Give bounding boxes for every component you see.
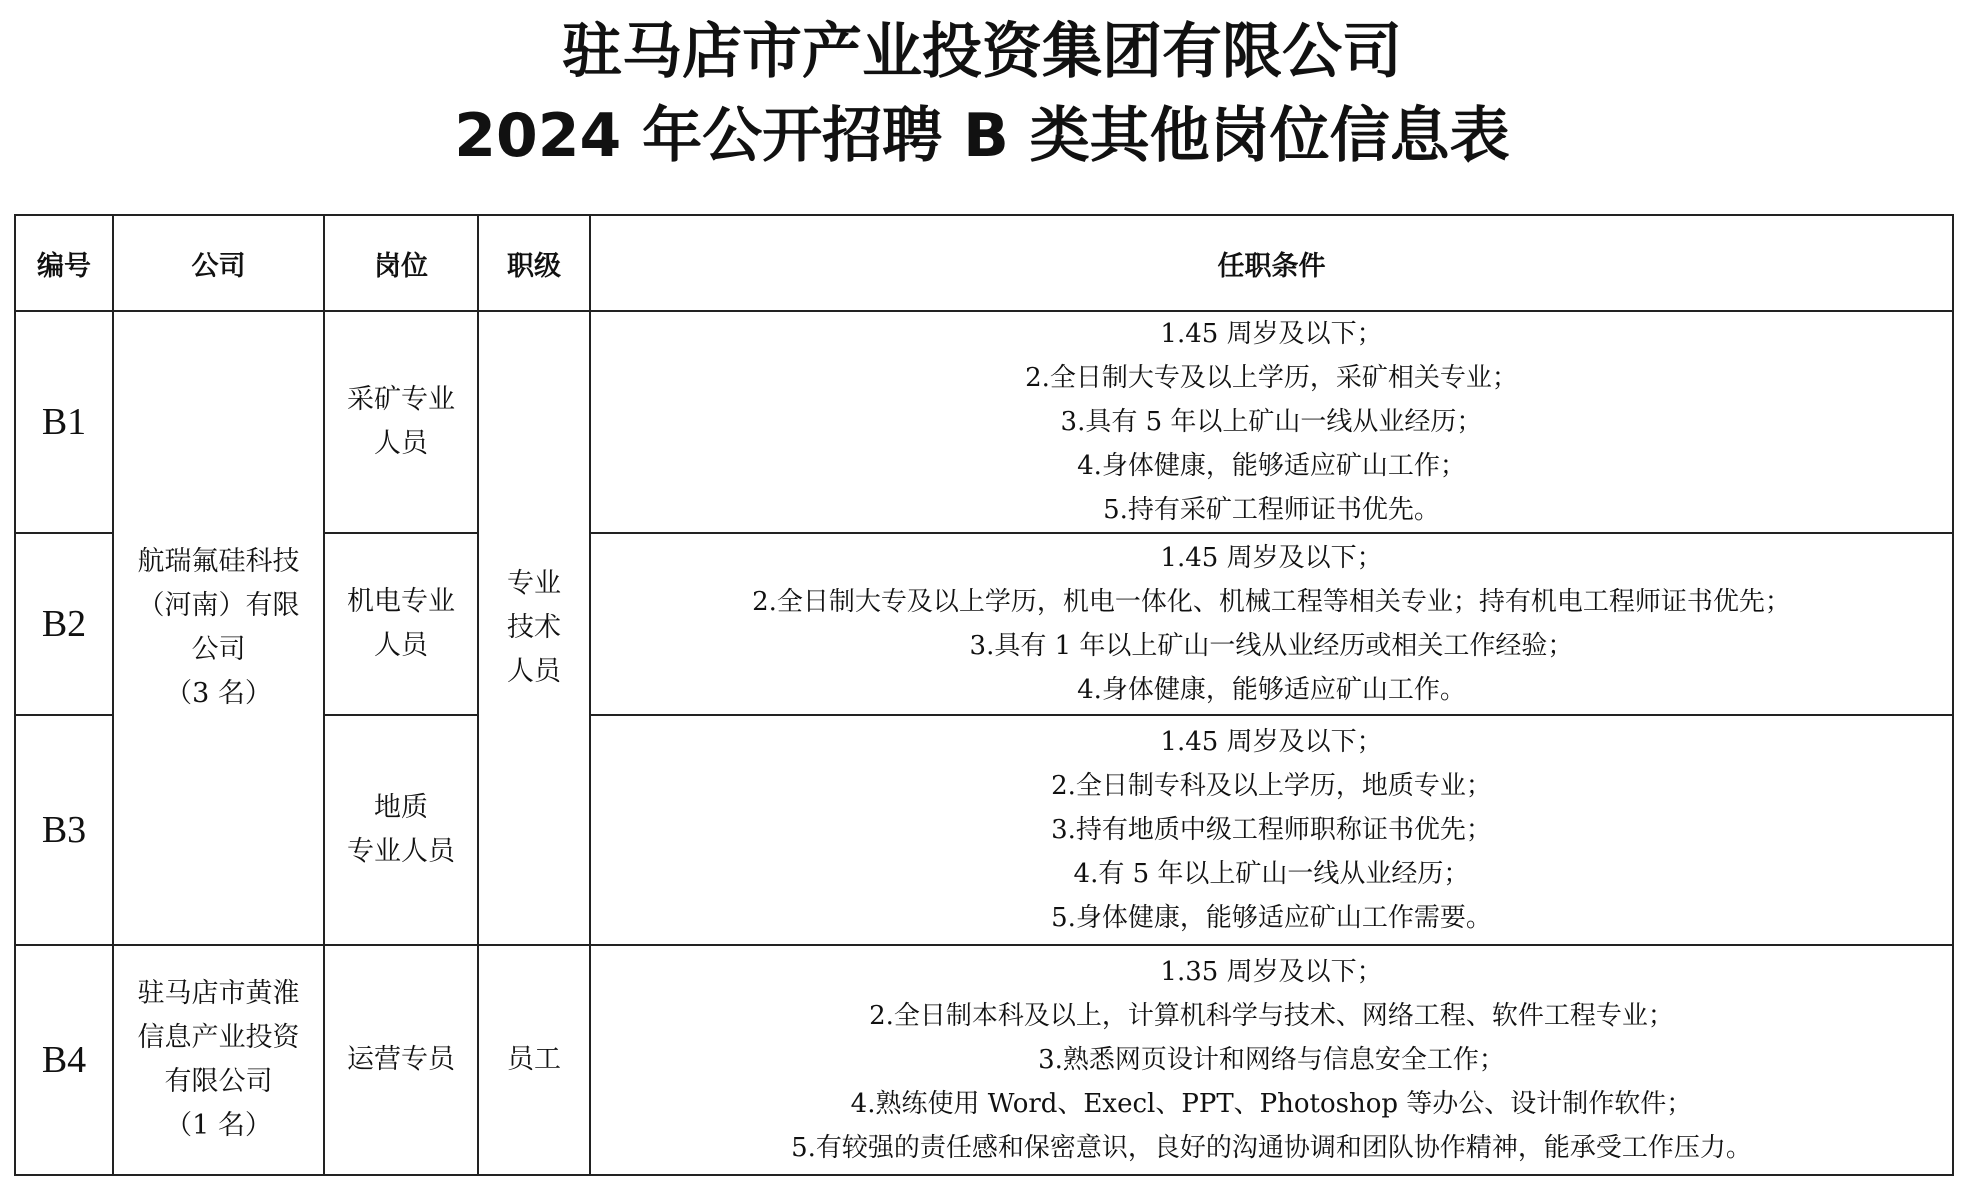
level-line: 技术 (507, 612, 561, 643)
company-line: 公司 (191, 634, 246, 665)
position-line: 采矿专业 (347, 384, 455, 415)
requirement-item: 1.45 周岁及以下； (1160, 727, 1383, 757)
requirement-item: 3.持有地质中级工程师职称证书优先； (1051, 815, 1492, 845)
requirement-item: 4.有 5 年以上矿山一线从业经历； (1073, 859, 1470, 889)
requirements-cell (590, 715, 1953, 945)
requirements-cell (590, 945, 1953, 1175)
position-line: 专业人员 (347, 836, 455, 867)
requirement-item: 3.具有 1 年以上矿山一线从业经历或相关工作经验； (969, 631, 1574, 661)
requirement-item: 1.35 周岁及以下； (1160, 957, 1383, 987)
header-company: 公司 (113, 215, 324, 311)
page-title (0, 10, 1964, 178)
header-position: 岗位 (324, 215, 478, 311)
header-id: 编号 (15, 215, 113, 311)
company-line: 航瑞氟硅科技 (137, 546, 300, 577)
requirement-item: 5.持有采矿工程师证书优先。 (1103, 495, 1440, 525)
company-cell (113, 945, 324, 1175)
requirement-item: 4.熟练使用 Word、Execl、PPT、Photoshop 等办公、设计制作软件； (850, 1089, 1693, 1119)
requirements-list (591, 720, 1952, 940)
row-id: B1 (15, 311, 113, 533)
company-line: 有限公司 (164, 1066, 273, 1097)
level-cell (478, 945, 590, 1175)
requirements-list (591, 536, 1952, 712)
requirement-item: 4.身体健康，能够适应矿山工作； (1077, 451, 1466, 481)
level-cell (478, 311, 590, 945)
header-requirements: 任职条件 (590, 215, 1953, 311)
requirement-item: 5.身体健康，能够适应矿山工作需要。 (1051, 903, 1492, 933)
requirement-item: 4.身体健康，能够适应矿山工作。 (1077, 675, 1466, 705)
table-row (15, 945, 1953, 1175)
position-cell (324, 945, 478, 1175)
row-id: B2 (15, 533, 113, 715)
position-line: 地质 (374, 792, 428, 823)
title-line-2: 2024 年公开招聘 B 类其他岗位信息表 (454, 101, 1510, 171)
position-line: 机电专业 (347, 586, 455, 617)
row-id: B3 (15, 715, 113, 945)
company-line: 信息产业投资 (137, 1022, 300, 1053)
requirement-item: 5.有较强的责任感和保密意识，良好的沟通协调和团队协作精神，能承受工作压力。 (791, 1133, 1752, 1163)
company-line: 驻马店市黄淮 (137, 978, 300, 1009)
job-info-table (14, 214, 1954, 1176)
title-line-1: 驻马店市产业投资集团有限公司 (562, 17, 1402, 87)
position-line: 运营专员 (347, 1044, 455, 1075)
company-cell (113, 311, 324, 945)
requirements-list (591, 312, 1952, 532)
table-header-row (15, 215, 1953, 311)
requirement-item: 1.45 周岁及以下； (1160, 543, 1383, 573)
position-cell (324, 311, 478, 533)
level-line: 员工 (507, 1044, 561, 1075)
requirement-item: 2.全日制大专及以上学历，采矿相关专业； (1025, 363, 1518, 393)
header-level: 职级 (478, 215, 590, 311)
position-cell (324, 533, 478, 715)
requirements-cell (590, 533, 1953, 715)
requirements-cell (590, 311, 1953, 533)
company-line: （河南）有限 (137, 590, 300, 621)
level-line: 人员 (507, 656, 561, 687)
level-line: 专业 (507, 568, 561, 599)
row-id: B4 (15, 945, 113, 1175)
requirements-list (591, 950, 1952, 1170)
position-line: 人员 (374, 630, 428, 661)
requirement-item: 3.熟悉网页设计和网络与信息安全工作； (1038, 1045, 1505, 1075)
requirement-item: 1.45 周岁及以下； (1160, 319, 1383, 349)
table-row (15, 311, 1953, 533)
requirement-item: 2.全日制大专及以上学历，机电一体化、机械工程等相关专业；持有机电工程师证书优先； (752, 587, 1791, 617)
company-line: （3 名） (165, 678, 272, 709)
position-line: 人员 (374, 428, 428, 459)
company-line: （1 名） (165, 1110, 272, 1141)
requirement-item: 2.全日制本科及以上，计算机科学与技术、网络工程、软件工程专业； (869, 1001, 1674, 1031)
requirement-item: 2.全日制专科及以上学历，地质专业； (1051, 771, 1492, 801)
requirement-item: 3.具有 5 年以上矿山一线从业经历； (1060, 407, 1483, 437)
position-cell (324, 715, 478, 945)
